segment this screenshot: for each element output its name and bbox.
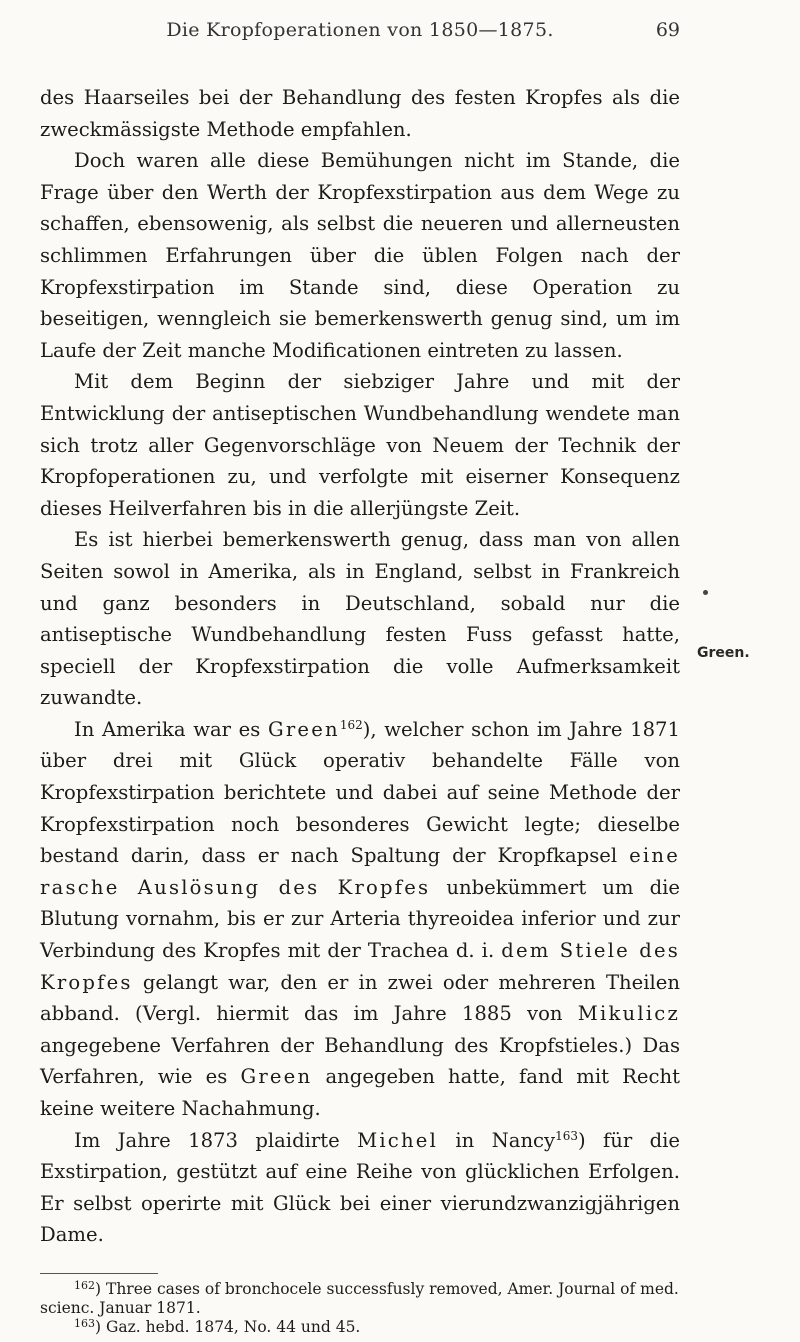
paragraph-3: Mit dem Beginn der siebziger Jahre und mit der Entwicklung der antiseptischen Wundbehandlung wendete man sich trotz aller Gegenvorschläge von Neuem der Technik der Kropfoperationen zu, und verfolgte mit eiserner Konsequenz dieses Heilverfahren bis in die allerjüngste Zeit. — [40, 370, 680, 520]
footnote-163 — [40, 1318, 680, 1337]
body-text — [40, 82, 680, 1251]
p6-text-b: in Nancy — [438, 1128, 556, 1152]
author-name-michel: Michel — [357, 1128, 439, 1152]
footnote-ref-163: 163 — [555, 1128, 579, 1143]
margin-note-green: Green. — [697, 645, 750, 661]
author-name-mikulicz: Mikulicz — [577, 1002, 680, 1026]
footnotes — [40, 1280, 680, 1337]
p6-text-c: ) für die Exstirpation, gestützt auf eine Reihe von glücklichen Erfolgen. Er selbst operirte mit Glück bei einer vierundzwanzigjährigen Dame. — [40, 1128, 680, 1247]
p6-text-a: Im Jahre 1873 plaidirte — [74, 1128, 358, 1152]
footnote-divider — [40, 1273, 158, 1274]
paragraph-6 — [40, 1125, 680, 1251]
p5-text-f: angegeben hatte, fand mit Recht keine weitere Nachahmung. — [40, 1065, 680, 1120]
author-name-green-2: Green — [240, 1065, 313, 1089]
p5-text-b: ), welcher schon im Jahre 1871 über drei mit Glück operativ behandelte Fälle von Kropfexstirpation berichtete und dabei auf seine Methode der Kropfexstirpation noch besonderes Gewicht legte; dieselbe bestand darin, dass er nach Spaltung der Kropfkapsel — [40, 717, 680, 868]
footnote-text: ) Gaz. hebd. 1874, No. 44 und 45. — [95, 1318, 361, 1336]
emphasis-rasche-ausloesung: eine rasche Auslösung des Kropfes — [40, 844, 680, 899]
footnote-162 — [40, 1280, 680, 1318]
page-number: 69 — [655, 19, 680, 41]
p5-text-d: gelangt war, den er in zwei oder mehreren Theilen abband. (Vergl. hiermit das im Jahre 1885 von — [40, 970, 680, 1026]
p5-text-e: angegebene Verfahren der Behandlung des Kropfstieles.) Das Verfahren, wie es — [40, 1033, 680, 1089]
author-name-green: Green — [267, 717, 340, 741]
paragraph-2: Doch waren alle diese Bemühungen nicht im Stande, die Frage über den Werth der Kropfexstirpation aus dem Wege zu schaffen, ebensowenig, als selbst die neueren und allerneusten schlimmen Erfahrungen über die üblen Folgen nach der Kropfexstirpation im Stande sind, diese Operation zu beseitigen, wenngleich sie bemerkenswerth genug sind, um im Laufe der Zeit manche Modificationen eintreten zu lassen. — [40, 149, 680, 362]
p5-text-c: unbekümmert um die Blutung vornahm, bis er zur Arteria thyreoidea inferior und zur Verbindung des Kropfes mit der Trachea d. i. — [40, 875, 680, 963]
p5-text-a: In Amerika war es — [74, 717, 268, 741]
footnote-number: 163 — [74, 1317, 95, 1330]
running-head-title: Die Kropfoperationen von 1850—1875. — [166, 19, 554, 41]
footnote-ref-162: 162 — [339, 717, 363, 732]
footnote-text: ) Three cases of bronchocele successfusly removed, Amer. Journal of med. scienc. Januar 1871. — [40, 1280, 679, 1317]
paragraph-4: Es ist hierbei bemerkenswerth genug, dass man von allen Seiten sowol in Amerika, als in England, selbst in Frankreich und ganz besonders in Deutschland, sobald nur die antiseptische Wundbehandlung festen Fuss gefasst hatte, speciell der Kropfexstirpation die volle Aufmerksamkeit zuwandte. — [40, 528, 680, 710]
paragraph-1: des Haarseiles bei der Behandlung des festen Kropfes als die zweckmässigste Methode empfahlen. — [40, 86, 680, 141]
paragraph-5 — [40, 714, 680, 1125]
margin-mark — [703, 590, 708, 595]
footnote-number: 162 — [74, 1279, 95, 1292]
emphasis-stiele-des-kropfes: dem Stiele des Kropfes — [40, 939, 680, 994]
